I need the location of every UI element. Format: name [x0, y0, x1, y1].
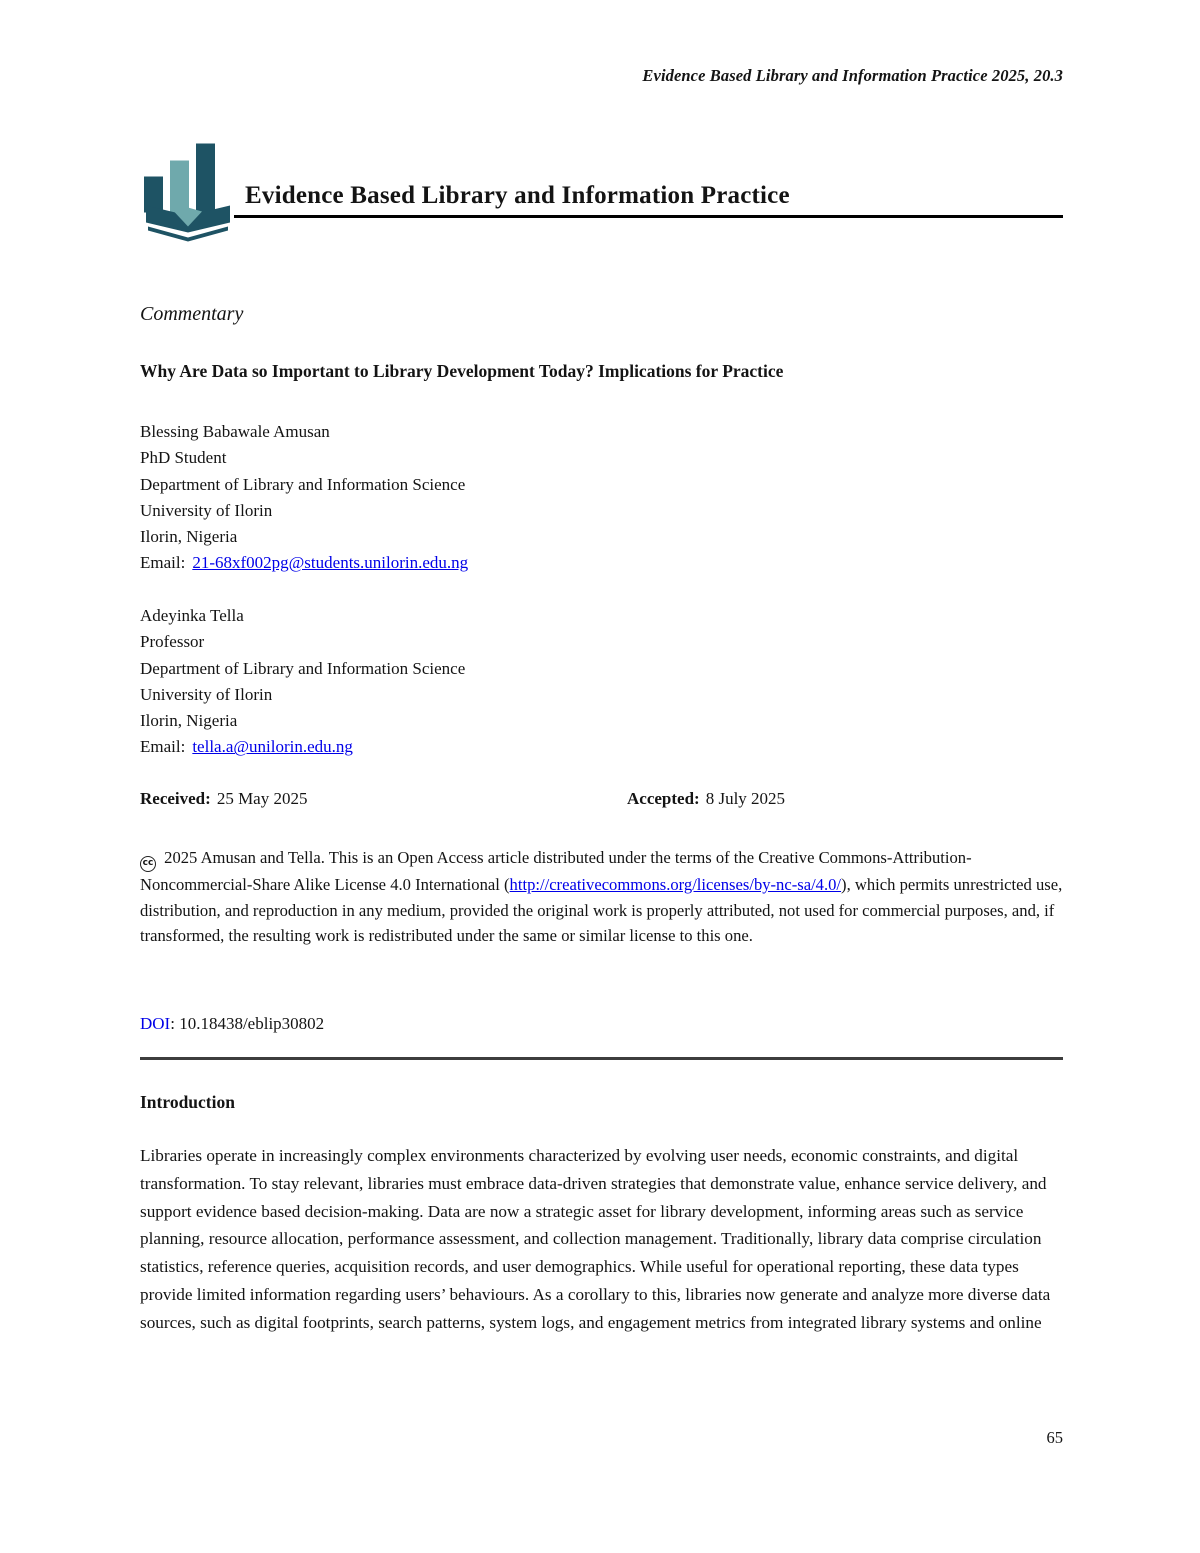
author-department: Department of Library and Information Science: [140, 474, 466, 494]
email-label: Email:: [140, 737, 186, 757]
running-header: Evidence Based Library and Information Practice 2025, 20.3: [642, 66, 1063, 85]
license-text-before: 2025 Amusan and Tella. This is an Open Access article distributed under the terms of the Creative Commons-Attribution-Noncommercial-Share Alike License 4.0 International (: [140, 848, 972, 894]
author-name: Blessing Babawale Amusan: [140, 422, 330, 441]
author-department: Department of Library and Information Science: [140, 658, 466, 678]
author-email-link[interactable]: tella.a@unilorin.edu.ng: [192, 737, 353, 757]
page-number: 65: [1046, 1428, 1063, 1447]
journal-logo-icon: [138, 136, 238, 242]
author-role: Professor: [140, 632, 205, 652]
author-email-line: [140, 550, 468, 576]
author-location: Ilorin, Nigeria: [140, 711, 238, 731]
accepted-date: 8 July 2025: [705, 789, 786, 808]
journal-title: Evidence Based Library and Information Practice: [245, 182, 790, 209]
received-label: Received:: [140, 789, 211, 808]
author-university: University of Ilorin: [140, 684, 273, 704]
doi-separator: :: [170, 1014, 180, 1033]
author-location: Ilorin, Nigeria: [140, 527, 238, 547]
doi-link[interactable]: DOI: [140, 1014, 171, 1033]
email-label: Email:: [140, 553, 186, 573]
doi-line: [140, 1014, 324, 1034]
logo-bar-right: [196, 144, 215, 213]
creative-commons-icon: cc: [140, 856, 156, 872]
author-email-line: [140, 734, 465, 760]
article-title: Why Are Data so Important to Library Development Today? Implications for Practice: [140, 361, 784, 381]
accepted-group: [627, 789, 785, 809]
accepted-label: Accepted:: [627, 789, 700, 808]
author-block-2: [140, 603, 465, 761]
license-paragraph: [140, 845, 1068, 949]
section-heading-introduction: Introduction: [140, 1092, 235, 1112]
license-text-after: ), which permits unrestricted use, distribution, and reproduction in any medium, provided the original work is properly attributed, not used for commercial purposes, and, if transformed, the resulting work is redistributed under the same or similar license to this one.: [140, 875, 1063, 946]
doi-value: 10.18438/eblip30802: [179, 1014, 325, 1033]
bar-chart-book-icon: [138, 136, 238, 242]
introduction-paragraph: Libraries operate in increasingly complex environments characterized by evolving user needs, economic constraints, and digital transformation. To stay relevant, libraries must embrace data-driven strategies that demonstrate value, enhance service delivery, and support evidence based decision-making. Data are now a strategic asset for library development, informing areas such as service planning, resource allocation, performance assessment, and collection management. Traditionally, library data comprise circulation statistics, reference queries, acquisition records, and user demographics. While useful for operational reporting, these data types provide limited information regarding users’ behaviours. As a corollary to this, libraries now generate and analyze more diverse data sources, such as digital footprints, search patterns, system logs, and engagement metrics from integrated library systems and online: [140, 1146, 1051, 1332]
license-link[interactable]: http://creativecommons.org/licenses/by-nc-sa/4.0/: [509, 875, 842, 894]
author-name: Adeyinka Tella: [140, 606, 244, 625]
article-type-label: Commentary: [140, 303, 244, 325]
author-university: University of Ilorin: [140, 500, 273, 520]
author-block-1: [140, 419, 468, 577]
author-email-link[interactable]: 21-68xf002pg@students.unilorin.edu.ng: [192, 553, 469, 573]
author-role: PhD Student: [140, 448, 227, 468]
dates-line: [140, 789, 1063, 809]
section-divider-rule: [140, 1057, 1063, 1060]
logo-bar-middle: [170, 161, 189, 213]
header-rule: [234, 215, 1063, 218]
received-date: 25 May 2025: [216, 789, 308, 808]
